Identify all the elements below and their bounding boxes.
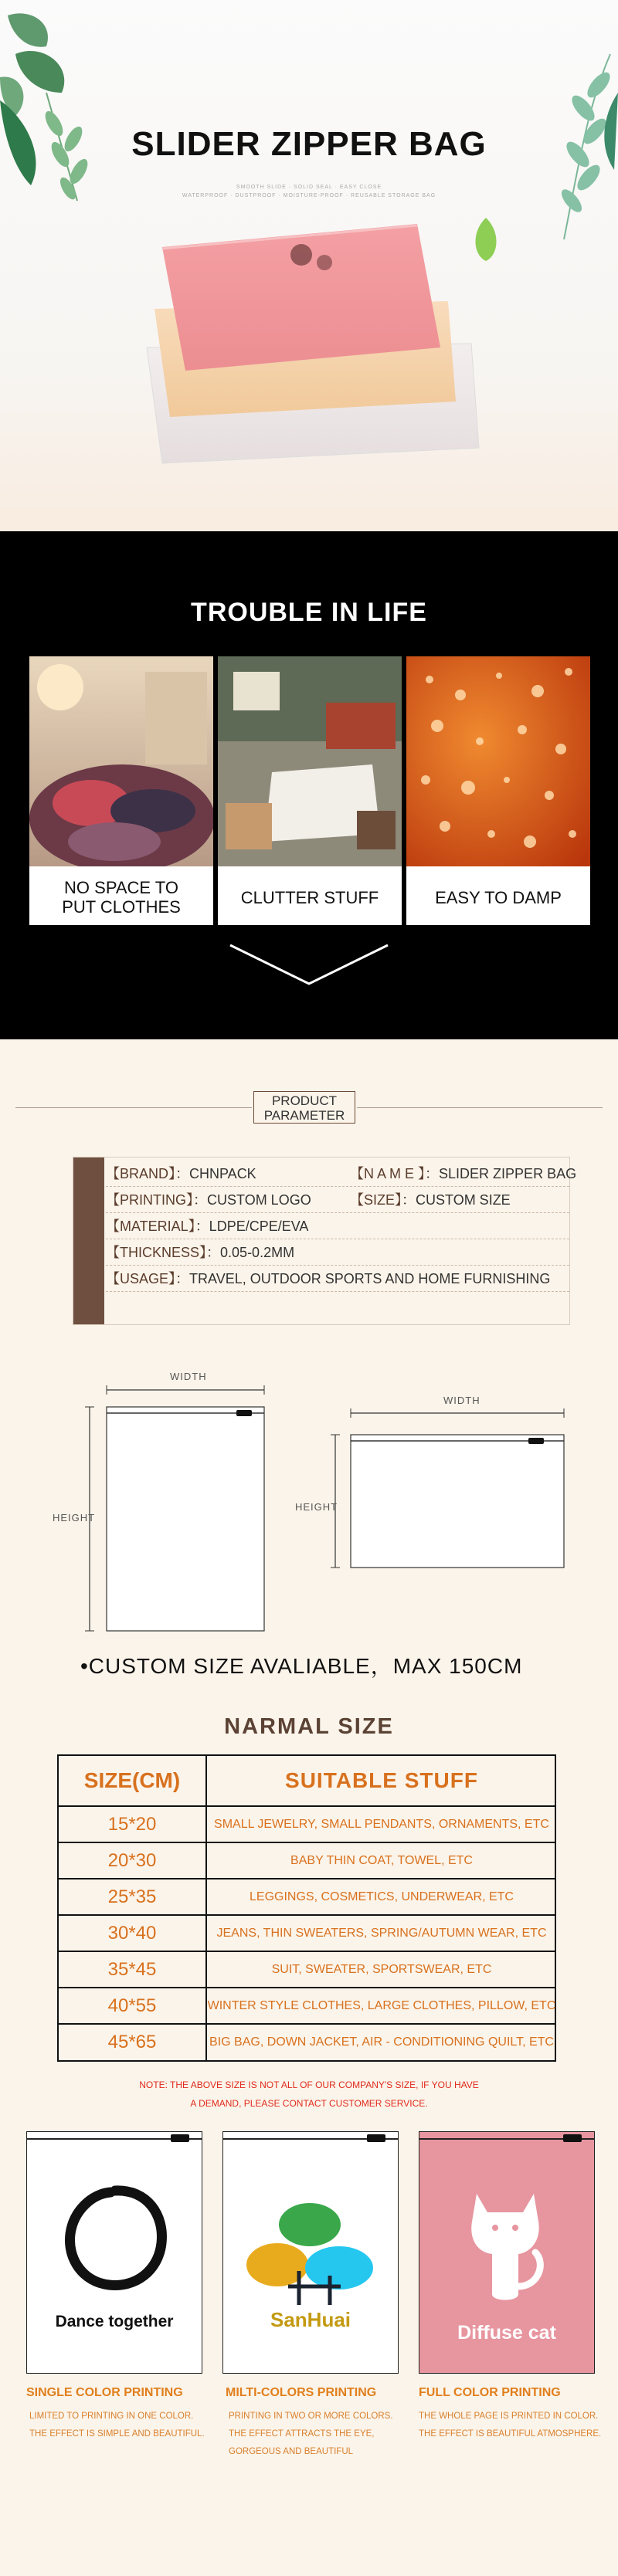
logo-text: Diffuse cat [457,2322,556,2344]
trouble-caption-1 [29,869,213,925]
size-cell: 40*55 [59,1988,207,2023]
stuff-cell: LEGGINGS, COSMETICS, UNDERWEAR, ETC [250,1890,514,1903]
printing-desc-line: THE WHOLE PAGE IS PRINTED IN COLOR. [419,2412,599,2421]
size-cell: 30*40 [59,1916,207,1951]
param-value: ：CUSTOM SIZE [402,1192,511,1208]
size-note-1: NOTE: THE ABOVE SIZE IS NOT ALL OF OUR COMPANY'S SIZE, IF YOU HAVE [139,2079,479,2090]
parameter-row [106,1239,569,1266]
printing-title-full: FULL COLOR PRINTING [419,2386,561,2399]
product-bags-image [139,216,494,479]
trouble-caption-2 [218,869,402,925]
stuff-cell: BABY THIN COAT, TOWEL, ETC [290,1853,473,1867]
size-cell: 25*35 [59,1879,207,1914]
param-key: 【THICKNESS】 [106,1245,207,1260]
vertical-bag-diagram [77,1367,278,1637]
zipper-slider [171,2134,189,2142]
leaf-decoration-icon [0,0,116,224]
size-cell: 35*45 [59,1952,207,1987]
cat-logo-icon [461,2178,554,2310]
param-key: 【BRAND】 [106,1166,176,1181]
width-label: WIDTH [170,1371,207,1382]
stuff-cell: BIG BAG, DOWN JACKET, AIR - CONDITIONING QUILT, ETC [209,2035,554,2049]
height-label: HEIGHT [295,1501,338,1513]
height-label: HEIGHT [53,1512,96,1524]
parameter-bar [73,1158,104,1324]
size-cell: 45*65 [59,2025,207,2060]
chevron-down-icon [227,942,391,987]
table-header-row [59,1756,555,1807]
caption-line: CLUTTER STUFF [240,887,379,907]
size-table [57,1754,556,2062]
param-key: 【PRINTING】 [106,1192,194,1208]
size-note-2: A DEMAND, PLEASE CONTACT CUSTOMER SERVICE. [190,2098,428,2109]
printing-desc-line: PRINTING IN TWO OR MORE COLORS. [229,2412,393,2421]
table-row [59,1988,555,2025]
table-row [59,1879,555,1916]
table-row [59,1916,555,1952]
trouble-title: TROUBLE IN LIFE [191,598,427,627]
printing-desc-multi [229,2408,393,2461]
table-row [59,1952,555,1988]
size-cell: 20*30 [59,1843,207,1878]
parameter-row [106,1213,569,1239]
parameter-label-line: PRODUCT [271,1093,338,1108]
printing-desc-line: GORGEOUS AND BEAUTIFUL [229,2447,354,2456]
stuff-cell: JEANS, THIN SWEATERS, SPRING/AUTUMN WEAR, ETC [216,1926,547,1940]
param-value: ：CHNPACK [175,1166,256,1181]
table-row [59,1843,555,1879]
size-cell: 15*20 [59,1807,207,1842]
hero-subtitle-2: WATERPROOF · DUSTPROOF · MOISTURE-PROOF · REUSABLE STORAGE BAG [182,193,436,198]
printing-desc-line: THE EFFECT IS BEAUTIFUL ATMOSPHERE. [419,2429,602,2439]
table-row [59,1807,555,1843]
caption-line: EASY TO DAMP [435,887,562,907]
size-table-title: NARMAL SIZE [224,1714,394,1739]
trouble-card-damp [406,656,590,907]
caption-line: NO SPACE TO [64,878,178,897]
parameter-label [253,1091,355,1124]
table-row [59,2025,555,2060]
param-key: 【SIZE】 [350,1192,402,1208]
trouble-card-clothes [29,656,213,917]
param-value: ：0.05-0.2MM [206,1245,295,1260]
stuff-cell: SMALL JEWELRY, SMALL PENDANTS, ORNAMENTS, ETC [214,1817,549,1831]
divider [357,1107,603,1108]
param-key: 【N A M E 】 [350,1166,426,1181]
logo-text: Dance together [55,2313,174,2330]
hero-subtitle-1: SMOOTH SLIDE · SOLID SEAL · EASY CLOSE [236,185,382,190]
parameter-row [106,1161,577,1187]
printing-desc-single [29,2408,205,2443]
param-key: 【USAGE】 [106,1271,176,1286]
param-key: 【MATERIAL】 [106,1219,195,1234]
width-label: WIDTH [443,1395,480,1406]
single-color-bag [26,2131,202,2374]
stuff-cell: WINTER STYLE CLOTHES, LARGE CLOTHES, PILLOW, ETC [207,1998,556,2012]
water-drops-photo [406,656,590,866]
printing-title-multi: MILTI-COLORS PRINTING [226,2386,377,2399]
param-value: ：LDPE/CPE/EVA [195,1219,309,1234]
printing-desc-line: THE EFFECT IS SIMPLE AND BEAUTIFUL. [29,2429,205,2439]
multi-color-bag [222,2131,399,2374]
parameter-label-line: PARAMETER [263,1108,345,1123]
param-value: ：TRAVEL, OUTDOOR SPORTS AND HOME FURNISHING [175,1271,551,1286]
hero-section [0,0,618,531]
custom-size-text: •CUSTOM SIZE AVALIABLE，MAX 150CM [80,1654,523,1678]
caption-line: PUT CLOTHES [62,897,181,917]
printing-desc-line: THE EFFECT ATTRACTS THE EYE, [229,2429,375,2439]
clutter-stuff-photo [218,656,402,866]
header-stuff: SUITABLE STUFF [285,1768,478,1792]
printing-title-single: SINGLE COLOR PRINTING [26,2386,183,2399]
zipper-slider [367,2134,385,2142]
full-color-bag [419,2131,595,2374]
parameter-table [73,1157,577,1325]
tree-logo-icon [243,2197,382,2305]
trouble-card-clutter [218,656,402,907]
divider [15,1107,252,1108]
parameter-row [106,1187,569,1213]
header-size: SIZE(CM) [59,1756,207,1805]
param-value: ：SLIDER ZIPPER BAG [425,1166,577,1181]
messy-clothes-photo [29,656,213,866]
printing-desc-line: LIMITED TO PRINTING IN ONE COLOR. [29,2412,194,2421]
trouble-section [0,531,618,1039]
page-title: SLIDER ZIPPER BAG [131,125,487,163]
parameter-row [106,1266,569,1292]
horizontal-bag-diagram [324,1390,572,1575]
trouble-caption-3 [406,869,590,925]
logo-text: SanHuai [270,2308,351,2331]
printing-desc-full [419,2408,601,2443]
ink-circle-logo-icon [61,2185,169,2293]
zipper-slider [563,2134,582,2142]
param-value: ：CUSTOM LOGO [193,1192,311,1208]
stuff-cell: SUIT, SWEATER, SPORTSWEAR, ETC [271,1962,492,1976]
